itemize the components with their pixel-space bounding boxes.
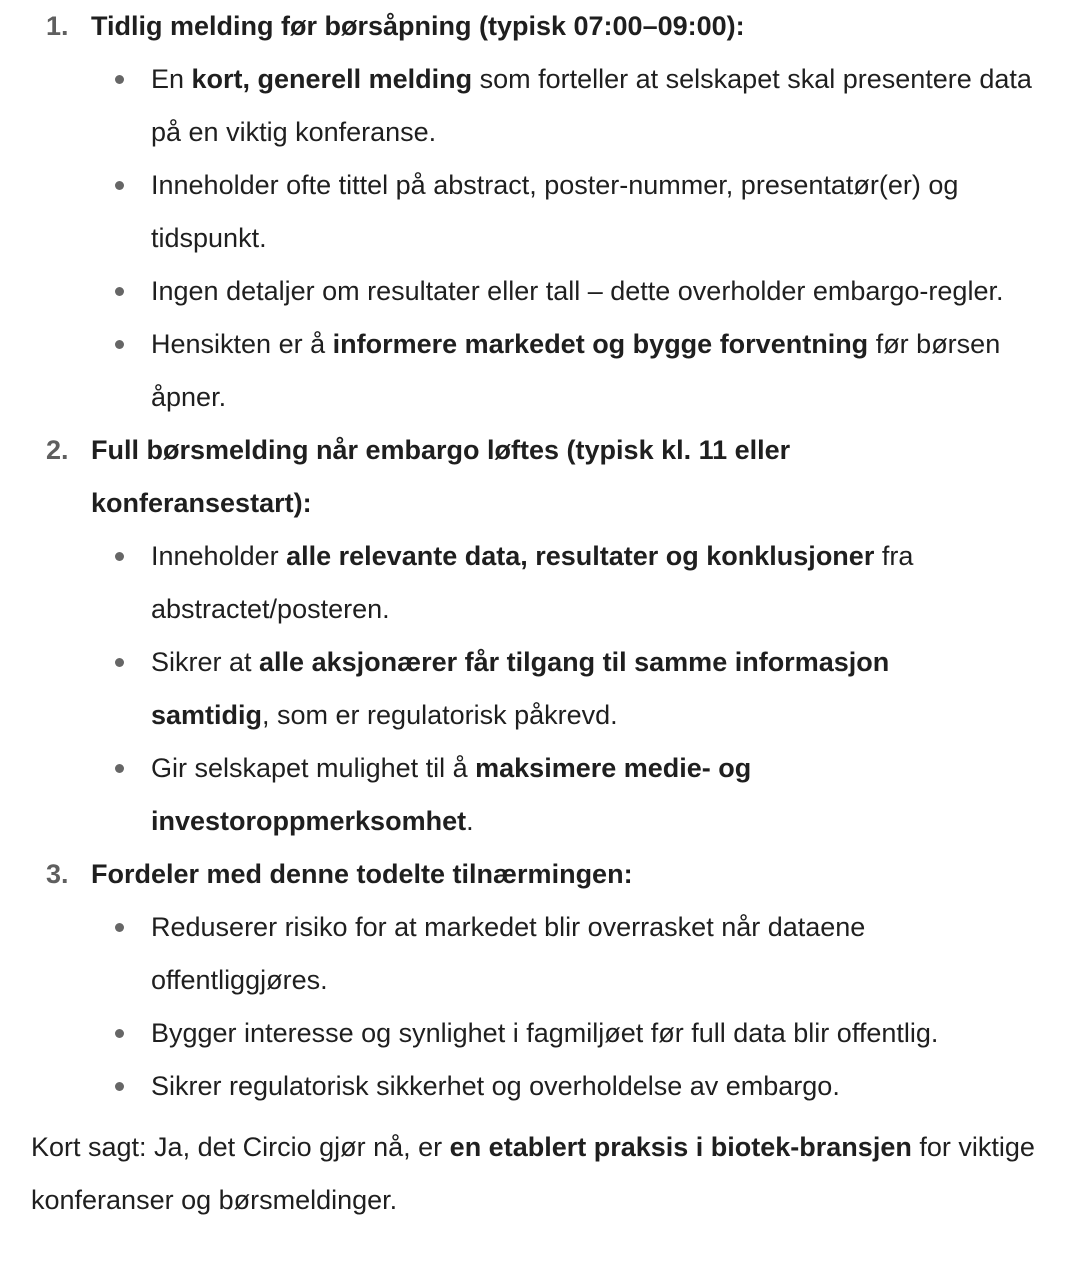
bullet-item: Hensikten er å informere markedet og bygge forventning før børsen åpner. <box>151 318 1056 424</box>
bullet-dot-icon <box>115 764 124 773</box>
section-heading: Tidlig melding før børsåpning (typisk 07:00–09:00): <box>91 11 745 41</box>
bullet-item: Reduserer risiko for at markedet blir overrasket når dataene offentliggjøres. <box>151 901 951 1007</box>
bullet-item: Ingen detaljer om resultater eller tall – dette overholder embargo-regler. <box>151 265 1056 318</box>
bullet-item: Gir selskapet mulighet til å maksimere medie- og investoroppmerksomhet. <box>151 742 831 848</box>
bullet-dot-icon <box>115 552 124 561</box>
bullet-item: Bygger interesse og synlighet i fagmiljøet før full data blir offentlig. <box>151 1007 1056 1060</box>
list-number: 2. <box>46 435 69 465</box>
list-item-section-2 <box>0 424 1080 848</box>
bullet-dot-icon <box>115 1029 124 1038</box>
bullet-dot-icon <box>115 75 124 84</box>
list-item-section-3 <box>0 848 1080 1113</box>
bullet-item: Sikrer regulatorisk sikkerhet og overholdelse av embargo. <box>151 1060 1056 1113</box>
bullet-item: Inneholder alle relevante data, resultater og konklusjoner fra abstractet/posteren. <box>151 530 1056 636</box>
section-heading: Full børsmelding når embargo løftes (typisk kl. 11 eller konferansestart): <box>91 435 791 518</box>
list-number: 1. <box>46 11 69 41</box>
bullet-dot-icon <box>115 287 124 296</box>
bullet-item: Sikrer at alle aksjonærer får tilgang til samme informasjon samtidig, som er regulatorisk påkrevd. <box>151 636 951 742</box>
bullet-dot-icon <box>115 1082 124 1091</box>
summary-paragraph: Kort sagt: Ja, det Circio gjør nå, er en etablert praksis i biotek-bransjen for viktige konferanser og børsmeldinger. <box>31 1132 1035 1215</box>
bullet-dot-icon <box>115 923 124 932</box>
bullet-dot-icon <box>115 340 124 349</box>
bullet-item: En kort, generell melding som forteller at selskapet skal presentere data på en viktig konferanse. <box>151 53 1056 159</box>
section-heading: Fordeler med denne todelte tilnærmingen: <box>91 859 633 889</box>
list-item-section-1 <box>0 0 1080 424</box>
bullet-dot-icon <box>115 658 124 667</box>
bullet-item: Inneholder ofte tittel på abstract, poster-nummer, presentatør(er) og tidspunkt. <box>151 159 1056 265</box>
bullet-dot-icon <box>115 181 124 190</box>
list-number: 3. <box>46 859 69 889</box>
